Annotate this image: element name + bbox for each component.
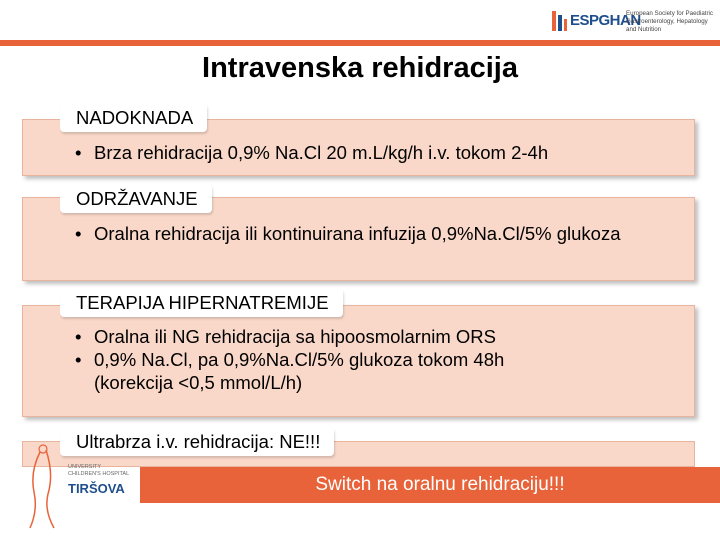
section-bullets-nadoknada xyxy=(75,141,548,164)
section-heading-ultrabrza: Ultrabrza i.v. rehidracija: NE!!! xyxy=(60,428,334,456)
hospital-logo xyxy=(24,440,134,535)
hospital-name: TIRŠOVA xyxy=(68,481,125,496)
espghan-logo-icon xyxy=(550,9,568,33)
section-bullets-hipernatremija xyxy=(75,325,575,394)
bullet-item: • Brza rehidracija 0,9% Na.Cl 20 m.L/kg/h i.v. tokom 2-4h xyxy=(75,141,548,164)
section-heading-odrzavanje: ODRŽAVANJE xyxy=(60,185,212,213)
section-bullets-odrzavanje xyxy=(75,222,655,245)
bullet-item: • Oralna rehidracija ili kontinuirana infuzija 0,9%Na.Cl/5% glukoza xyxy=(75,222,655,245)
section-heading-nadoknada: NADOKNADA xyxy=(60,104,207,132)
hospital-figure-icon xyxy=(24,440,68,535)
logo-name: ESPGHAN xyxy=(570,12,641,29)
logo-description: European Society for Paediatric Gastroenterology, Hepatology and Nutrition xyxy=(626,10,714,33)
hospital-small-text: UNIVERSITY CHILDREN'S HOSPITAL xyxy=(68,464,130,477)
espghan-logo xyxy=(548,6,718,38)
slide-title: Intravenska rehidracija xyxy=(202,52,518,84)
footer-banner: Switch na oralnu rehidraciju!!! xyxy=(140,467,720,503)
bullet-item: • Oralna ili NG rehidracija sa hipoosmolarnim ORS xyxy=(75,325,575,348)
bullet-item: • 0,9% Na.Cl, pa 0,9%Na.Cl/5% glukoza tokom 48h (korekcija <0,5 mmol/L/h) xyxy=(75,348,575,394)
top-accent-bar xyxy=(0,40,720,46)
section-heading-hipernatremija: TERAPIJA HIPERNATREMIJE xyxy=(60,289,343,317)
